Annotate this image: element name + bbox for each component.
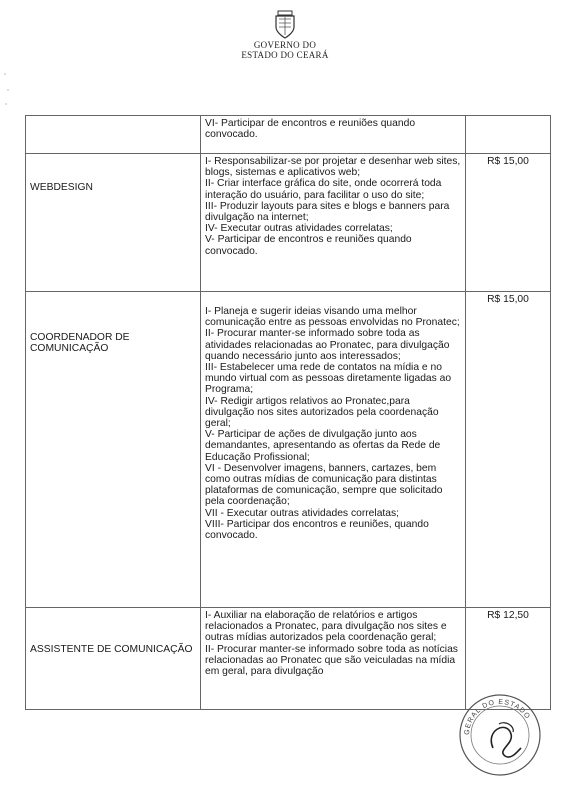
price-cell bbox=[466, 154, 551, 292]
letterhead-line-2: ESTADO DO CEARÁ bbox=[241, 50, 329, 60]
role-cell bbox=[26, 608, 201, 710]
duty-item: II- Procurar manter-se informado sobre toda as atividades relacionadas ao Pronatec, para divulgação quando necessário junto aos interessados; bbox=[205, 328, 450, 362]
duty-item: IV- Executar outras atividades correlatas; bbox=[205, 223, 393, 235]
duties-cell bbox=[201, 292, 466, 608]
duty-item: III- Produzir layouts para sites e blogs e banners para divulgação na internet; bbox=[205, 200, 450, 224]
price-value: R$ 15,00 bbox=[487, 294, 529, 305]
table-row bbox=[26, 292, 551, 608]
letterhead-line-1: GOVERNO DO bbox=[253, 40, 317, 50]
duty-item: VIII- Participar dos encontros e reuniões, quando convocado. bbox=[205, 518, 429, 542]
duty-item: VI - Desenvolver imagens, banners, cartazes, bem como outras mídias de comunicação para distintas plataformas de comunicação, sempre que solicitado pela coordenação; bbox=[205, 462, 443, 508]
seal-text: GERAL DO ESTADO bbox=[463, 698, 532, 736]
state-coat-of-arms-icon bbox=[272, 10, 298, 40]
role-cell bbox=[26, 292, 201, 608]
duty-item: V- Participar de encontros e reuniões quando convocado. bbox=[205, 234, 412, 257]
scan-specks bbox=[2, 70, 12, 110]
price-value: R$ 15,00 bbox=[487, 156, 529, 167]
role-name: ASSISTENTE DE COMUNICAÇÃO bbox=[30, 644, 193, 655]
table-row bbox=[26, 154, 551, 292]
duties-table bbox=[25, 115, 551, 710]
duty-item: IV- Redigir artigos relativos ao Pronatec,para divulgação nos sites autorizados pela coordenação geral; bbox=[205, 395, 439, 430]
duties-cell bbox=[201, 608, 466, 710]
duty-item: I- Auxiliar na elaboração de relatórios e artigos relacionados a Pronatec, para divulgação nos sites e outras mídias autorizados pela coordenação geral; bbox=[205, 610, 447, 644]
official-seal-stamp-icon bbox=[455, 690, 545, 780]
price-cell bbox=[466, 116, 551, 154]
duty-item: II- Criar interface gráfica do site, onde ocorrerá toda interação do usuário, para facilitar o uso do site; bbox=[205, 178, 442, 201]
price-cell bbox=[466, 292, 551, 608]
role-name: WEBDESIGN bbox=[30, 182, 93, 193]
role-name: COORDENADOR DE COMUNICAÇÃO bbox=[30, 332, 130, 355]
duty-item: VI- Participar de encontros e reuniões quando convocado. bbox=[205, 118, 416, 141]
letterhead bbox=[220, 10, 350, 60]
duty-item: II- Procurar manter-se informado sobre toda as notícias relacionadas ao Pronatec que são veiculadas na mídia em geral, para divulgação bbox=[205, 643, 458, 678]
duty-item: VII - Executar outras atividades correlatas; bbox=[205, 507, 400, 519]
price-value: R$ 12,50 bbox=[487, 610, 529, 621]
duties-cell bbox=[201, 154, 466, 292]
duty-item: V- Participar de ações de divulgação junto aos demandantes, apresentando as ofertas da Rede de Educação Profissional; bbox=[205, 429, 441, 463]
role-cell bbox=[26, 116, 201, 154]
duties-cell bbox=[201, 116, 466, 154]
duty-item: III- Estabelecer uma rede de contatos na mídia e no mundo virtual com as pessoas diretamente ligadas ao Programa; bbox=[205, 362, 452, 396]
table-row bbox=[26, 116, 551, 154]
role-cell bbox=[26, 154, 201, 292]
duty-item: I- Responsabilizar-se por projetar e desenhar web sites, blogs, sistemas e aplicativos web; bbox=[205, 156, 461, 179]
duty-item: I- Planeja e sugerir ideias visando uma melhor comunicação entre as pessoas envolvidas no Pronatec; bbox=[205, 306, 460, 329]
